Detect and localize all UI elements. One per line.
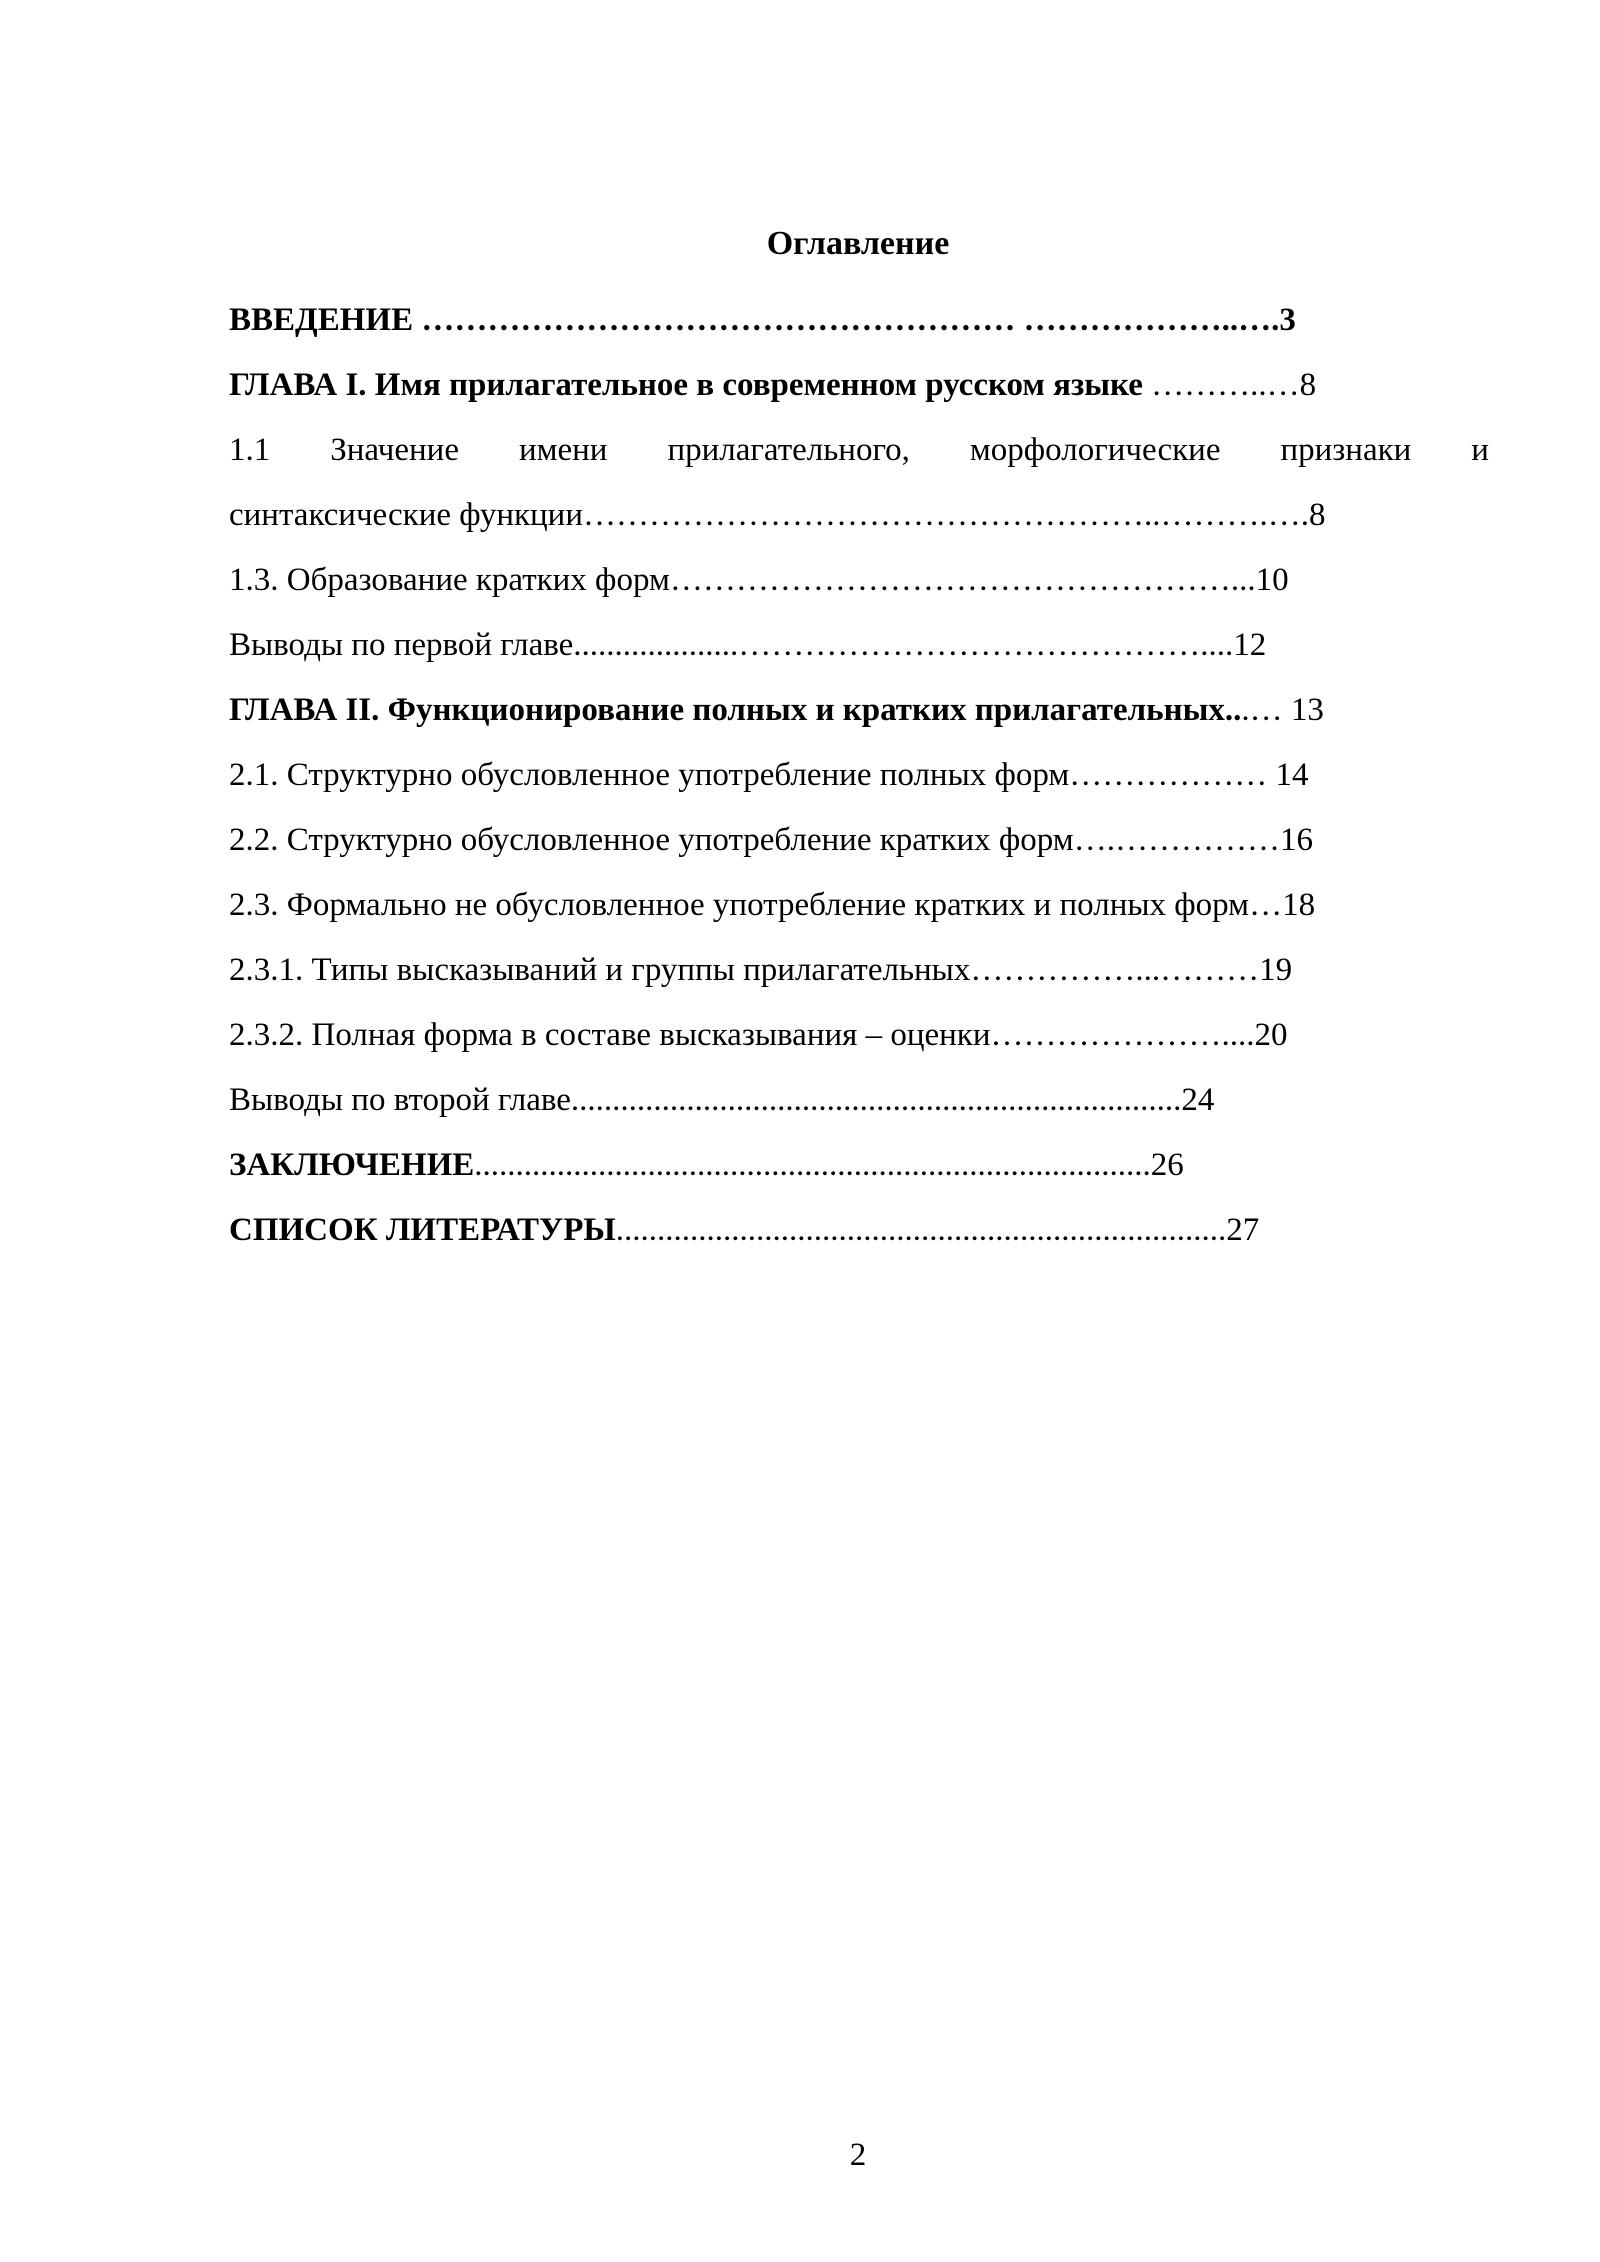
toc-entry-page: 12	[1233, 627, 1267, 663]
toc-entry-leader: ……………...………	[970, 952, 1260, 988]
toc-word: и	[1471, 432, 1489, 468]
toc-entry-text: ГЛАВА I. Имя прилагательное в современном русском языке	[229, 367, 1143, 403]
toc-entry-section-1-1	[229, 418, 1489, 483]
toc-entry-text: Выводы по первой главе	[229, 627, 574, 663]
toc-entry-section-2-3-1	[229, 938, 1489, 1003]
toc-entry-text: ГЛАВА II. Функционирование полных и кратких прилагательных..	[229, 692, 1242, 728]
toc-entry-leader: ....................……………………………………....	[573, 627, 1234, 663]
toc-entry-page: 3	[1279, 302, 1296, 338]
toc-entry-leader: ..................................................................................	[474, 1147, 1151, 1183]
toc-entry-text: 2.3. Формально не обусловленное употребление кратких и полных форм	[229, 887, 1250, 923]
toc-word: 1.1	[229, 432, 271, 468]
toc-entry-text: 2.3.1. Типы высказываний и группы прилагательных	[229, 952, 971, 988]
toc-entry-leader: .…	[1241, 692, 1291, 728]
toc-entry-page: .8	[1300, 497, 1326, 533]
toc-entry-page: 27	[1226, 1212, 1260, 1248]
toc-entry-leader: ..........................................................................	[615, 1212, 1227, 1248]
toc-entry-section-2-1	[229, 743, 1489, 808]
toc-entry-text: СПИСОК ЛИТЕРАТУРЫ	[229, 1212, 616, 1248]
toc-entry-leader: ………..…	[1142, 367, 1300, 403]
toc-entry-introduction	[229, 288, 1489, 353]
toc-word: прилагательного,	[667, 432, 910, 468]
toc-entry-section-2-3-2	[229, 1003, 1489, 1068]
toc-entry-section-2-3	[229, 873, 1489, 938]
toc-entry-conclusions-chapter-2	[229, 1068, 1489, 1133]
toc-entry-leader: …	[1249, 887, 1283, 923]
toc-entry-text: 2.2. Структурно обусловленное употребление кратких форм	[229, 822, 1074, 858]
toc-word: признаки	[1280, 432, 1412, 468]
page-number: 2	[849, 2137, 867, 2173]
toc-word: имени	[518, 432, 608, 468]
toc-entry-text: 2.3.2. Полная форма в составе высказывания – оценки	[229, 1017, 991, 1053]
toc-entry-leader: ……………………………………………...	[669, 562, 1256, 598]
toc-entry-page: 10	[1255, 562, 1289, 598]
toc-entry-section-1-1-continued	[229, 483, 1489, 548]
toc-entry-conclusions-chapter-1	[229, 613, 1489, 678]
toc-entry-text: синтаксические функции	[229, 497, 583, 533]
toc-entry-leader: ….……………	[1073, 822, 1280, 858]
toc-entry-chapter-1	[229, 353, 1489, 418]
toc-entry-section-1-3	[229, 548, 1489, 613]
toc-entry-page: 16	[1279, 822, 1313, 858]
table-of-contents	[229, 288, 1489, 1263]
toc-entry-text: 2.1. Структурно обусловленное употребление полных форм	[229, 757, 1070, 793]
toc-entry-page: 19	[1259, 952, 1293, 988]
toc-entry-text: Выводы по второй главе	[229, 1082, 571, 1118]
toc-word: Значение	[330, 432, 459, 468]
toc-entry-page: 18	[1282, 887, 1316, 923]
toc-entry-page: 24	[1181, 1082, 1215, 1118]
toc-entry-page: 26	[1150, 1147, 1184, 1183]
toc-entry-leader: ……………………………………………..……….…	[583, 497, 1301, 533]
toc-entry-text: 1.3. Образование кратких форм	[229, 562, 670, 598]
toc-entry-leader: ………………	[1069, 757, 1276, 793]
toc-entry-page: 13	[1290, 692, 1324, 728]
toc-entry-text: ВВЕДЕНИЕ	[229, 302, 414, 338]
toc-entry-page: 8	[1299, 367, 1317, 403]
toc-entry-text: ЗАКЛЮЧЕНИЕ	[229, 1147, 475, 1183]
toc-entry-conclusion	[229, 1133, 1489, 1198]
toc-entry-leader: ……………………………………………… ………………..….	[413, 302, 1280, 338]
toc-title: Оглавление	[766, 225, 950, 262]
toc-entry-leader: …………………....	[990, 1017, 1255, 1053]
toc-word: морфологические	[969, 432, 1221, 468]
toc-entry-section-2-2	[229, 808, 1489, 873]
toc-entry-bibliography	[229, 1198, 1489, 1263]
toc-entry-chapter-2	[229, 678, 1489, 743]
toc-entry-leader: ..........................................................................	[570, 1082, 1182, 1118]
toc-entry-page: 14	[1275, 757, 1309, 793]
toc-entry-page: 20	[1254, 1017, 1288, 1053]
